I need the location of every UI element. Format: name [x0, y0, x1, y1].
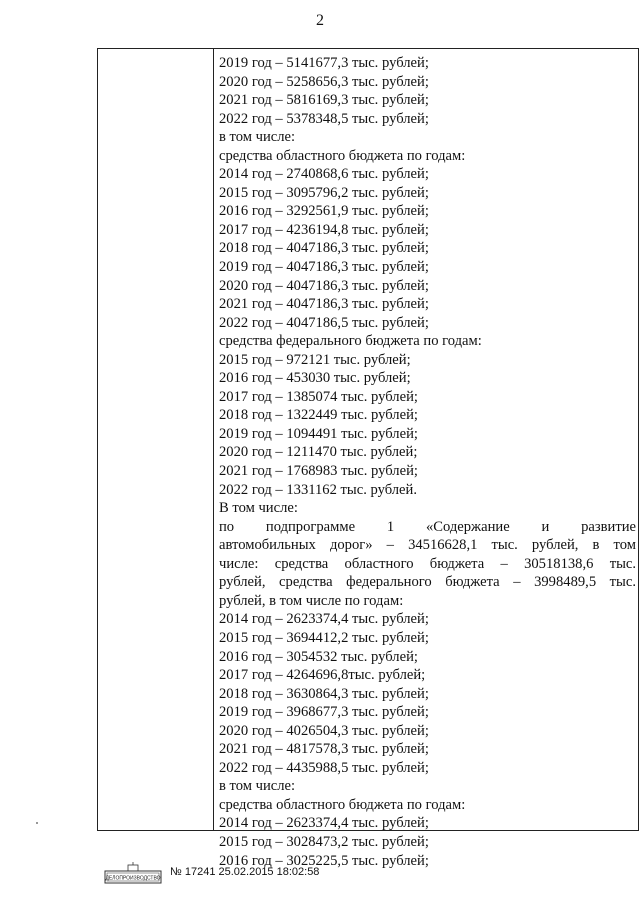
text-line: 2018 год – 3630864,3 тыс. рублей;: [219, 685, 429, 702]
text-line: 2020 год – 5258656,3 тыс. рублей;: [219, 73, 429, 90]
text-line: 2021 год – 4047186,3 тыс. рублей;: [219, 296, 429, 313]
text-line: 2021 год – 1768983 тыс. рублей;: [219, 463, 418, 480]
text-line: 2015 год – 3095796,2 тыс. рублей;: [219, 184, 429, 201]
text-line: средства федерального бюджета по годам:: [219, 333, 482, 350]
text-line: 2019 год – 4047186,3 тыс. рублей;: [219, 259, 429, 276]
text-line: 2022 год – 4435988,5 тыс. рублей;: [219, 759, 429, 776]
text-line: 2022 год – 4047186,5 тыс. рублей;: [219, 314, 429, 331]
funding-text-cell: [219, 54, 636, 870]
text-line: 2019 год – 1094491 тыс. рублей;: [219, 425, 418, 442]
text-line: 2018 год – 4047186,3 тыс. рублей;: [219, 240, 429, 257]
text-line: 2022 год – 5378348,5 тыс. рублей;: [219, 110, 429, 127]
text-line: 2015 год – 3028473,2 тыс. рублей;: [219, 833, 429, 850]
text-line: 2022 год – 1331162 тыс. рублей.: [219, 481, 417, 498]
page-number: 2: [316, 12, 324, 29]
text-line: в том числе:: [219, 129, 296, 146]
text-line: 2017 год – 4264696,8тыс. рублей;: [219, 667, 426, 684]
text-line: 2015 год – 972121 тыс. рублей;: [219, 351, 411, 368]
text-line: 2019 год – 3968677,3 тыс. рублей;: [219, 704, 429, 721]
subprogram-block: [219, 518, 636, 592]
text-line: 2019 год – 5141677,3 тыс. рублей;: [219, 55, 429, 71]
text-line: В том числе:: [219, 500, 298, 517]
column-divider: [213, 49, 214, 830]
text-line: рублей, в том числе по годам:: [219, 592, 404, 609]
registry-logo-text: ДЕЛОПРОИЗВОДСТВО: [105, 875, 161, 882]
text-line: 2017 год – 4236194,8 тыс. рублей;: [219, 221, 429, 238]
registry-logo: [104, 862, 162, 884]
text-line: 2016 год – 3025225,5 тыс. рублей;: [219, 852, 429, 869]
subprogram-text-line: автомобильных дорог» – 34516628,1 тыс. рублей, в том: [219, 537, 636, 554]
subprogram-text-line: числе: средства областного бюджета – 30518138,6 тыс.: [219, 555, 636, 572]
text-line: 2016 год – 3054532 тыс. рублей;: [219, 648, 418, 665]
text-line: 2014 год – 2623374,4 тыс. рублей;: [219, 815, 429, 832]
text-line: 2016 год – 3292561,9 тыс. рублей;: [219, 203, 429, 220]
funding-tail-block: [219, 592, 636, 870]
text-line: 2020 год – 1211470 тыс. рублей;: [219, 444, 418, 461]
text-line: 2018 год – 1322449 тыс. рублей;: [219, 407, 418, 424]
subprogram-text-line: по подпрограмме 1 «Содержание и развитие: [219, 518, 636, 535]
text-line: 2021 год – 5816169,3 тыс. рублей;: [219, 92, 429, 109]
text-line: 2021 год – 4817578,3 тыс. рублей;: [219, 741, 429, 758]
text-line: средства областного бюджета по годам:: [219, 147, 466, 164]
funding-body-block: [219, 54, 636, 518]
margin-speck: [36, 822, 38, 824]
text-line: 2015 год – 3694412,2 тыс. рублей;: [219, 629, 429, 646]
text-line: средства областного бюджета по годам:: [219, 796, 466, 813]
text-line: 2017 год – 1385074 тыс. рублей;: [219, 388, 418, 405]
text-line: 2014 год – 2623374,4 тыс. рублей;: [219, 611, 429, 628]
text-line: в том числе:: [219, 778, 296, 795]
text-line: 2020 год – 4047186,3 тыс. рублей;: [219, 277, 429, 294]
text-line: 2016 год – 453030 тыс. рублей;: [219, 370, 411, 387]
text-line: 2014 год – 2740868,6 тыс. рублей;: [219, 166, 429, 183]
subprogram-text-line: рублей, средства федерального бюджета – 3998489,5 тыс.: [219, 574, 636, 591]
program-table: [97, 48, 639, 869]
document-registration-number: № 17241 25.02.2015 18:02:58: [170, 866, 320, 878]
text-line: 2020 год – 4026504,3 тыс. рублей;: [219, 722, 429, 739]
